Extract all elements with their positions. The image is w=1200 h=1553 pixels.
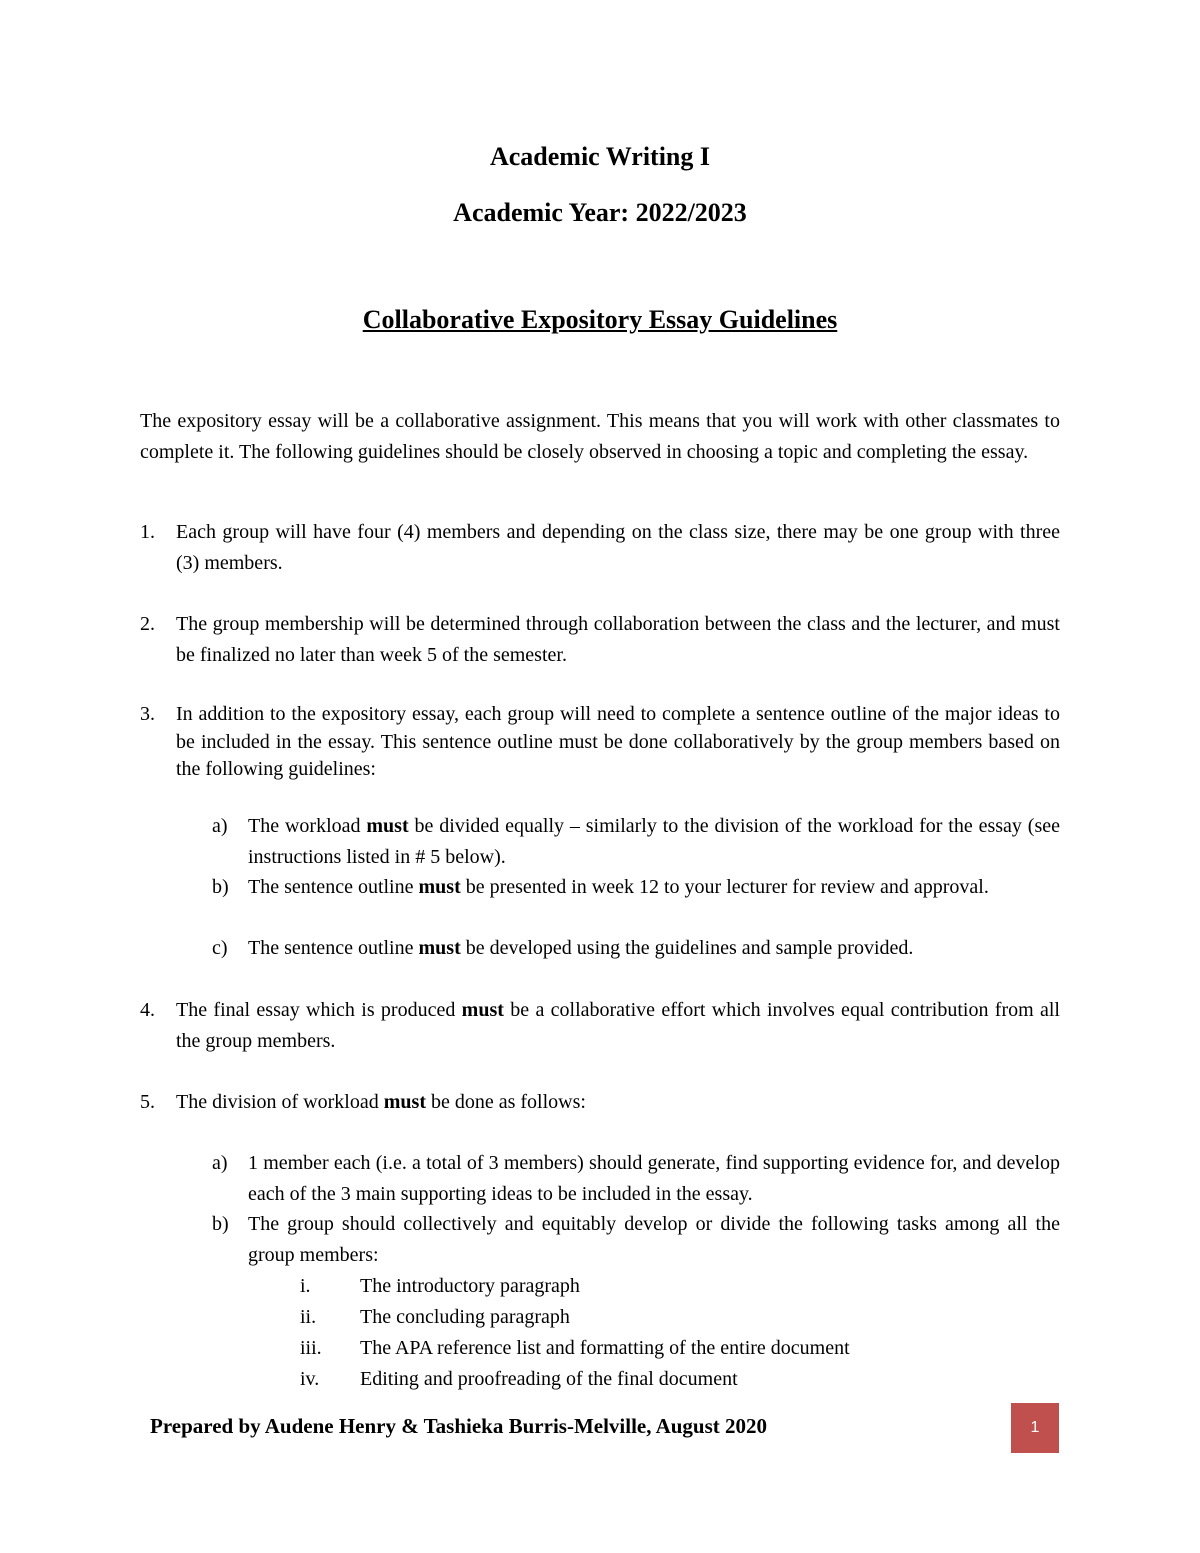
sub-item-text: The sentence outline must be developed using the guidelines and sample provided. [248, 937, 914, 959]
sub-item-3c [212, 933, 1060, 964]
sub-item-label: b) [212, 876, 229, 898]
list-item-text: The division of workload must be done as follows: [176, 1091, 586, 1113]
sub-item-text: The workload must be divided equally – similarly to the division of the workload for the essay (see instructions listed in # 5 below). [248, 815, 1060, 868]
list-item-number: 1. [140, 521, 155, 543]
roman-label: iii. [300, 1337, 322, 1359]
page-number-badge: 1 [1011, 1403, 1059, 1453]
roman-text: The APA reference list and formatting of the entire document [360, 1337, 850, 1359]
list-item-text: The group membership will be determined through collaboration between the class and the lecturer, and must be finalized no later than week 5 of the semester. [176, 613, 1060, 666]
list-item-number: 2. [140, 613, 155, 635]
list-item-number: 4. [140, 999, 155, 1021]
list-item-3 [140, 701, 1060, 784]
footer-prepared-by: Prepared by Audene Henry & Tashieka Burris-Melville, August 2020 [150, 1414, 768, 1438]
list-item-text: The final essay which is produced must be a collaborative effort which involves equal contribution from all the group members. [176, 999, 1060, 1052]
roman-item-i [300, 1271, 1060, 1302]
sub-item-label: b) [212, 1213, 229, 1235]
sub-item-label: c) [212, 937, 228, 959]
roman-label: ii. [300, 1306, 317, 1328]
roman-text: The introductory paragraph [360, 1275, 580, 1297]
roman-text: The concluding paragraph [360, 1306, 570, 1328]
sub-item-5a [212, 1148, 1060, 1209]
sub-item-text: The sentence outline must be presented in week 12 to your lecturer for review and approval. [248, 876, 989, 898]
roman-label: iv. [300, 1368, 320, 1390]
list-item-text: Each group will have four (4) members and depending on the class size, there may be one group with three (3) members. [176, 521, 1060, 574]
sub-item-label: a) [212, 815, 228, 837]
academic-year: Academic Year: 2022/2023 [453, 198, 747, 227]
roman-item-ii [300, 1302, 1060, 1333]
document-title: Collaborative Expository Essay Guidelines [362, 305, 838, 334]
roman-text: Editing and proofreading of the final document [360, 1368, 738, 1390]
course-title: Academic Writing I [489, 142, 711, 171]
list-item-number: 5. [140, 1091, 155, 1113]
roman-item-iii [300, 1333, 1060, 1364]
list-item-5 [140, 1087, 1060, 1118]
roman-label: i. [300, 1275, 311, 1297]
list-item-2 [140, 609, 1060, 670]
roman-item-iv [300, 1364, 1060, 1395]
sub-item-3a [212, 811, 1060, 872]
sub-item-3b [212, 872, 1060, 903]
list-item-number: 3. [140, 703, 155, 725]
sub-item-5b [212, 1209, 1060, 1270]
list-item-1 [140, 517, 1060, 578]
list-item-4 [140, 995, 1060, 1056]
list-item-text: In addition to the expository essay, each group will need to complete a sentence outline of the major ideas to be included in the essay. This sentence outline must be done collaboratively by the group members based on the following guidelines: [176, 703, 1060, 780]
sub-item-text: The group should collectively and equitably develop or divide the following tasks among all the group members: [248, 1213, 1060, 1266]
sub-item-text: 1 member each (i.e. a total of 3 members) should generate, find supporting evidence for, and develop each of the 3 main supporting ideas to be included in the essay. [248, 1152, 1060, 1205]
intro-paragraph: The expository essay will be a collaborative assignment. This means that you will work with other classmates to complete it. The following guidelines should be closely observed in choosing a topic and completing the essay. [140, 410, 1060, 463]
sub-item-label: a) [212, 1152, 228, 1174]
